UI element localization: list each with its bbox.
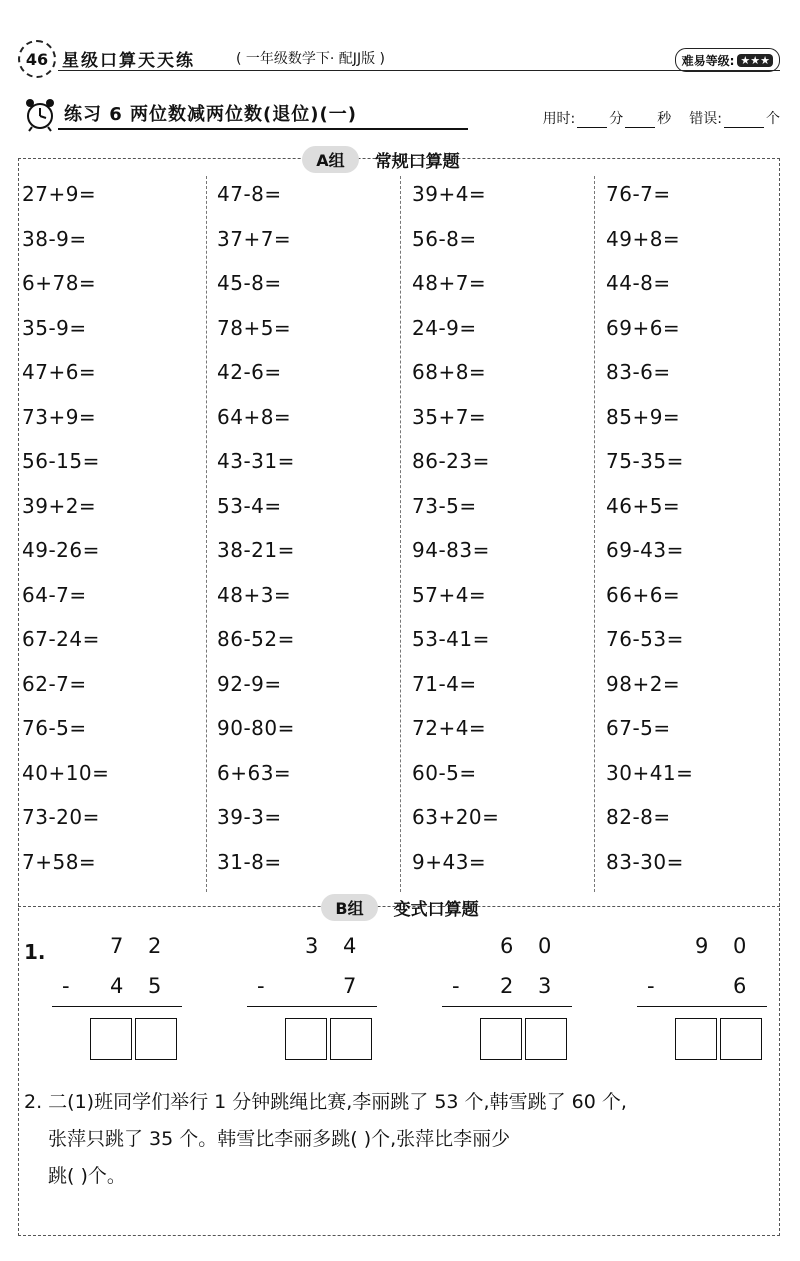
answer-box-tens[interactable] bbox=[90, 1018, 132, 1060]
question-1-number: 1. bbox=[24, 940, 46, 964]
mental-math-problem: 53-41= bbox=[412, 627, 490, 652]
mental-math-problem: 94-83= bbox=[412, 538, 490, 563]
minuend-ones: 0 bbox=[538, 934, 552, 958]
mental-math-problem: 45-8= bbox=[217, 271, 282, 296]
mental-math-problem: 64+8= bbox=[217, 404, 292, 429]
mental-math-problem: 47+6= bbox=[22, 360, 97, 385]
mental-math-problem: 39-3= bbox=[217, 805, 282, 830]
vertical-subtraction bbox=[52, 930, 182, 1070]
mental-math-problem: 49-26= bbox=[22, 538, 100, 563]
mental-math-problem: 7+58= bbox=[22, 849, 97, 874]
page-header bbox=[18, 38, 780, 78]
difficulty-rating bbox=[675, 48, 780, 72]
problem-column-1 bbox=[22, 172, 216, 884]
minuend-tens: 9 bbox=[695, 934, 709, 958]
mental-math-problem: 62-7= bbox=[22, 671, 87, 696]
mental-math-problem: 83-30= bbox=[606, 849, 684, 874]
mental-math-problem: 67-24= bbox=[22, 627, 100, 652]
mental-math-problem: 57+4= bbox=[412, 582, 487, 607]
minuend-tens: 3 bbox=[305, 934, 319, 958]
page-number: 46 bbox=[25, 49, 49, 69]
mental-math-problem: 43-31= bbox=[217, 449, 295, 474]
mental-math-problem: 49+8= bbox=[606, 226, 681, 251]
mental-math-problem: 6+63= bbox=[217, 760, 292, 785]
section-a-title: 常规口算题 bbox=[374, 152, 460, 172]
minus-sign: - bbox=[257, 974, 265, 998]
mental-math-problem: 60-5= bbox=[412, 760, 477, 785]
answer-line bbox=[52, 1006, 182, 1007]
mental-math-problem: 78+5= bbox=[217, 315, 292, 340]
exercise-title: 练习 6 两位数减两位数(退位)(一) bbox=[64, 104, 357, 125]
answer-box-ones[interactable] bbox=[135, 1018, 177, 1060]
difficulty-label: 难易等级: bbox=[681, 53, 735, 68]
section-b-badge: B组 bbox=[321, 894, 377, 921]
mental-math-problem: 92-9= bbox=[217, 671, 282, 696]
mental-math-problem: 35-9= bbox=[22, 315, 87, 340]
mental-math-problem: 76-5= bbox=[22, 716, 87, 741]
difficulty-stars: ★★★ bbox=[737, 54, 773, 67]
mental-math-problem: 31-8= bbox=[217, 849, 282, 874]
problem-column-2 bbox=[217, 172, 411, 884]
mental-math-problem: 38-21= bbox=[217, 538, 295, 563]
series-title: 星级口算天天练 bbox=[62, 51, 195, 71]
question-2-line-3: 跳( )个。 bbox=[48, 1165, 126, 1187]
mental-math-problem: 76-7= bbox=[606, 182, 671, 207]
mental-math-problem: 69-43= bbox=[606, 538, 684, 563]
page-number-badge bbox=[18, 40, 56, 78]
mental-math-problem: 63+20= bbox=[412, 805, 500, 830]
time-label: 用时: bbox=[542, 111, 576, 127]
mental-math-problem: 98+2= bbox=[606, 671, 681, 696]
mental-math-problem: 85+9= bbox=[606, 404, 681, 429]
answer-box-ones[interactable] bbox=[330, 1018, 372, 1060]
mental-math-problem: 46+5= bbox=[606, 493, 681, 518]
mental-math-problem: 68+8= bbox=[412, 360, 487, 385]
mental-math-problem: 90-80= bbox=[217, 716, 295, 741]
timing-record bbox=[543, 108, 780, 128]
vertical-subtraction bbox=[247, 930, 377, 1070]
minuend-tens: 6 bbox=[500, 934, 514, 958]
error-unit: 个 bbox=[766, 111, 780, 127]
mental-math-problem: 47-8= bbox=[217, 182, 282, 207]
mental-math-problem: 64-7= bbox=[22, 582, 87, 607]
subtrahend-ones: 6 bbox=[733, 974, 747, 998]
header-divider bbox=[58, 70, 780, 71]
subtrahend-ones: 7 bbox=[343, 974, 357, 998]
mental-math-problem: 76-53= bbox=[606, 627, 684, 652]
minus-sign: - bbox=[62, 974, 70, 998]
mental-math-problem: 66+6= bbox=[606, 582, 681, 607]
subtrahend-tens: 4 bbox=[110, 974, 124, 998]
errors-blank[interactable] bbox=[724, 113, 764, 128]
section-a-heading bbox=[0, 146, 762, 173]
question-2-word-problem bbox=[24, 1084, 784, 1195]
mental-math-problem: 24-9= bbox=[412, 315, 477, 340]
alarm-clock-icon bbox=[22, 96, 58, 132]
minus-sign: - bbox=[647, 974, 655, 998]
minuend-ones: 4 bbox=[343, 934, 357, 958]
subtrahend-ones: 3 bbox=[538, 974, 552, 998]
vertical-subtraction bbox=[442, 930, 572, 1070]
minuend-ones: 2 bbox=[148, 934, 162, 958]
mental-math-problem: 73-20= bbox=[22, 805, 100, 830]
mental-math-problem: 82-8= bbox=[606, 805, 671, 830]
question-2-line-1: 2. 二(1)班同学们举行 1 分钟跳绳比赛,李丽跳了 53 个,韩雪跳了 60 个, bbox=[24, 1091, 627, 1113]
mental-math-problem: 27+9= bbox=[22, 182, 97, 207]
mental-math-problem: 44-8= bbox=[606, 271, 671, 296]
mental-math-problem: 48+7= bbox=[412, 271, 487, 296]
error-label: 错误: bbox=[689, 111, 722, 127]
answer-box-ones[interactable] bbox=[525, 1018, 567, 1060]
mental-math-problem: 35+7= bbox=[412, 404, 487, 429]
exercise-title-underline bbox=[58, 128, 468, 130]
mental-math-problem: 30+41= bbox=[606, 760, 694, 785]
mental-math-problem: 83-6= bbox=[606, 360, 671, 385]
grade-info: ( 一年级数学下· 配JJ版 ) bbox=[236, 51, 385, 67]
mental-math-problem: 9+43= bbox=[412, 849, 487, 874]
mental-math-problem: 71-4= bbox=[412, 671, 477, 696]
answer-line bbox=[442, 1006, 572, 1007]
mental-math-problem: 39+2= bbox=[22, 493, 97, 518]
mental-math-problem: 67-5= bbox=[606, 716, 671, 741]
mental-math-problem: 73+9= bbox=[22, 404, 97, 429]
section-a-badge: A组 bbox=[302, 146, 358, 173]
mental-math-problem: 37+7= bbox=[217, 226, 292, 251]
problem-column-3 bbox=[412, 172, 606, 884]
mental-math-problem: 86-23= bbox=[412, 449, 490, 474]
question-2-line-2: 张萍只跳了 35 个。韩雪比李丽多跳( )个,张萍比李丽少 bbox=[48, 1128, 511, 1150]
answer-box-tens[interactable] bbox=[675, 1018, 717, 1060]
mental-math-problem: 86-52= bbox=[217, 627, 295, 652]
minuend-ones: 0 bbox=[733, 934, 747, 958]
second-label: 秒 bbox=[657, 111, 672, 127]
mental-math-problem: 56-15= bbox=[22, 449, 100, 474]
minute-label: 分 bbox=[609, 111, 624, 127]
mental-math-problem: 40+10= bbox=[22, 760, 110, 785]
mental-math-problem: 38-9= bbox=[22, 226, 87, 251]
subtrahend-ones: 5 bbox=[148, 974, 162, 998]
mental-math-problem: 42-6= bbox=[217, 360, 282, 385]
answer-box-tens[interactable] bbox=[480, 1018, 522, 1060]
minutes-blank[interactable] bbox=[577, 113, 607, 128]
section-b-heading bbox=[0, 894, 800, 921]
section-b-title: 变式口算题 bbox=[393, 900, 479, 920]
problem-column-4 bbox=[606, 172, 800, 884]
mental-math-problem: 73-5= bbox=[412, 493, 477, 518]
answer-box-ones[interactable] bbox=[720, 1018, 762, 1060]
answer-line bbox=[247, 1006, 377, 1007]
exercise-bar bbox=[18, 92, 780, 136]
mental-math-problem: 72+4= bbox=[412, 716, 487, 741]
mental-math-problem: 56-8= bbox=[412, 226, 477, 251]
answer-box-tens[interactable] bbox=[285, 1018, 327, 1060]
mental-math-problem: 69+6= bbox=[606, 315, 681, 340]
mental-math-problem: 6+78= bbox=[22, 271, 97, 296]
minuend-tens: 7 bbox=[110, 934, 124, 958]
minus-sign: - bbox=[452, 974, 460, 998]
vertical-subtraction bbox=[637, 930, 767, 1070]
mental-math-problem: 53-4= bbox=[217, 493, 282, 518]
subtrahend-tens: 2 bbox=[500, 974, 514, 998]
mental-math-problem: 39+4= bbox=[412, 182, 487, 207]
mental-math-problem: 75-35= bbox=[606, 449, 684, 474]
answer-line bbox=[637, 1006, 767, 1007]
mental-math-problem: 48+3= bbox=[217, 582, 292, 607]
seconds-blank[interactable] bbox=[625, 113, 655, 128]
